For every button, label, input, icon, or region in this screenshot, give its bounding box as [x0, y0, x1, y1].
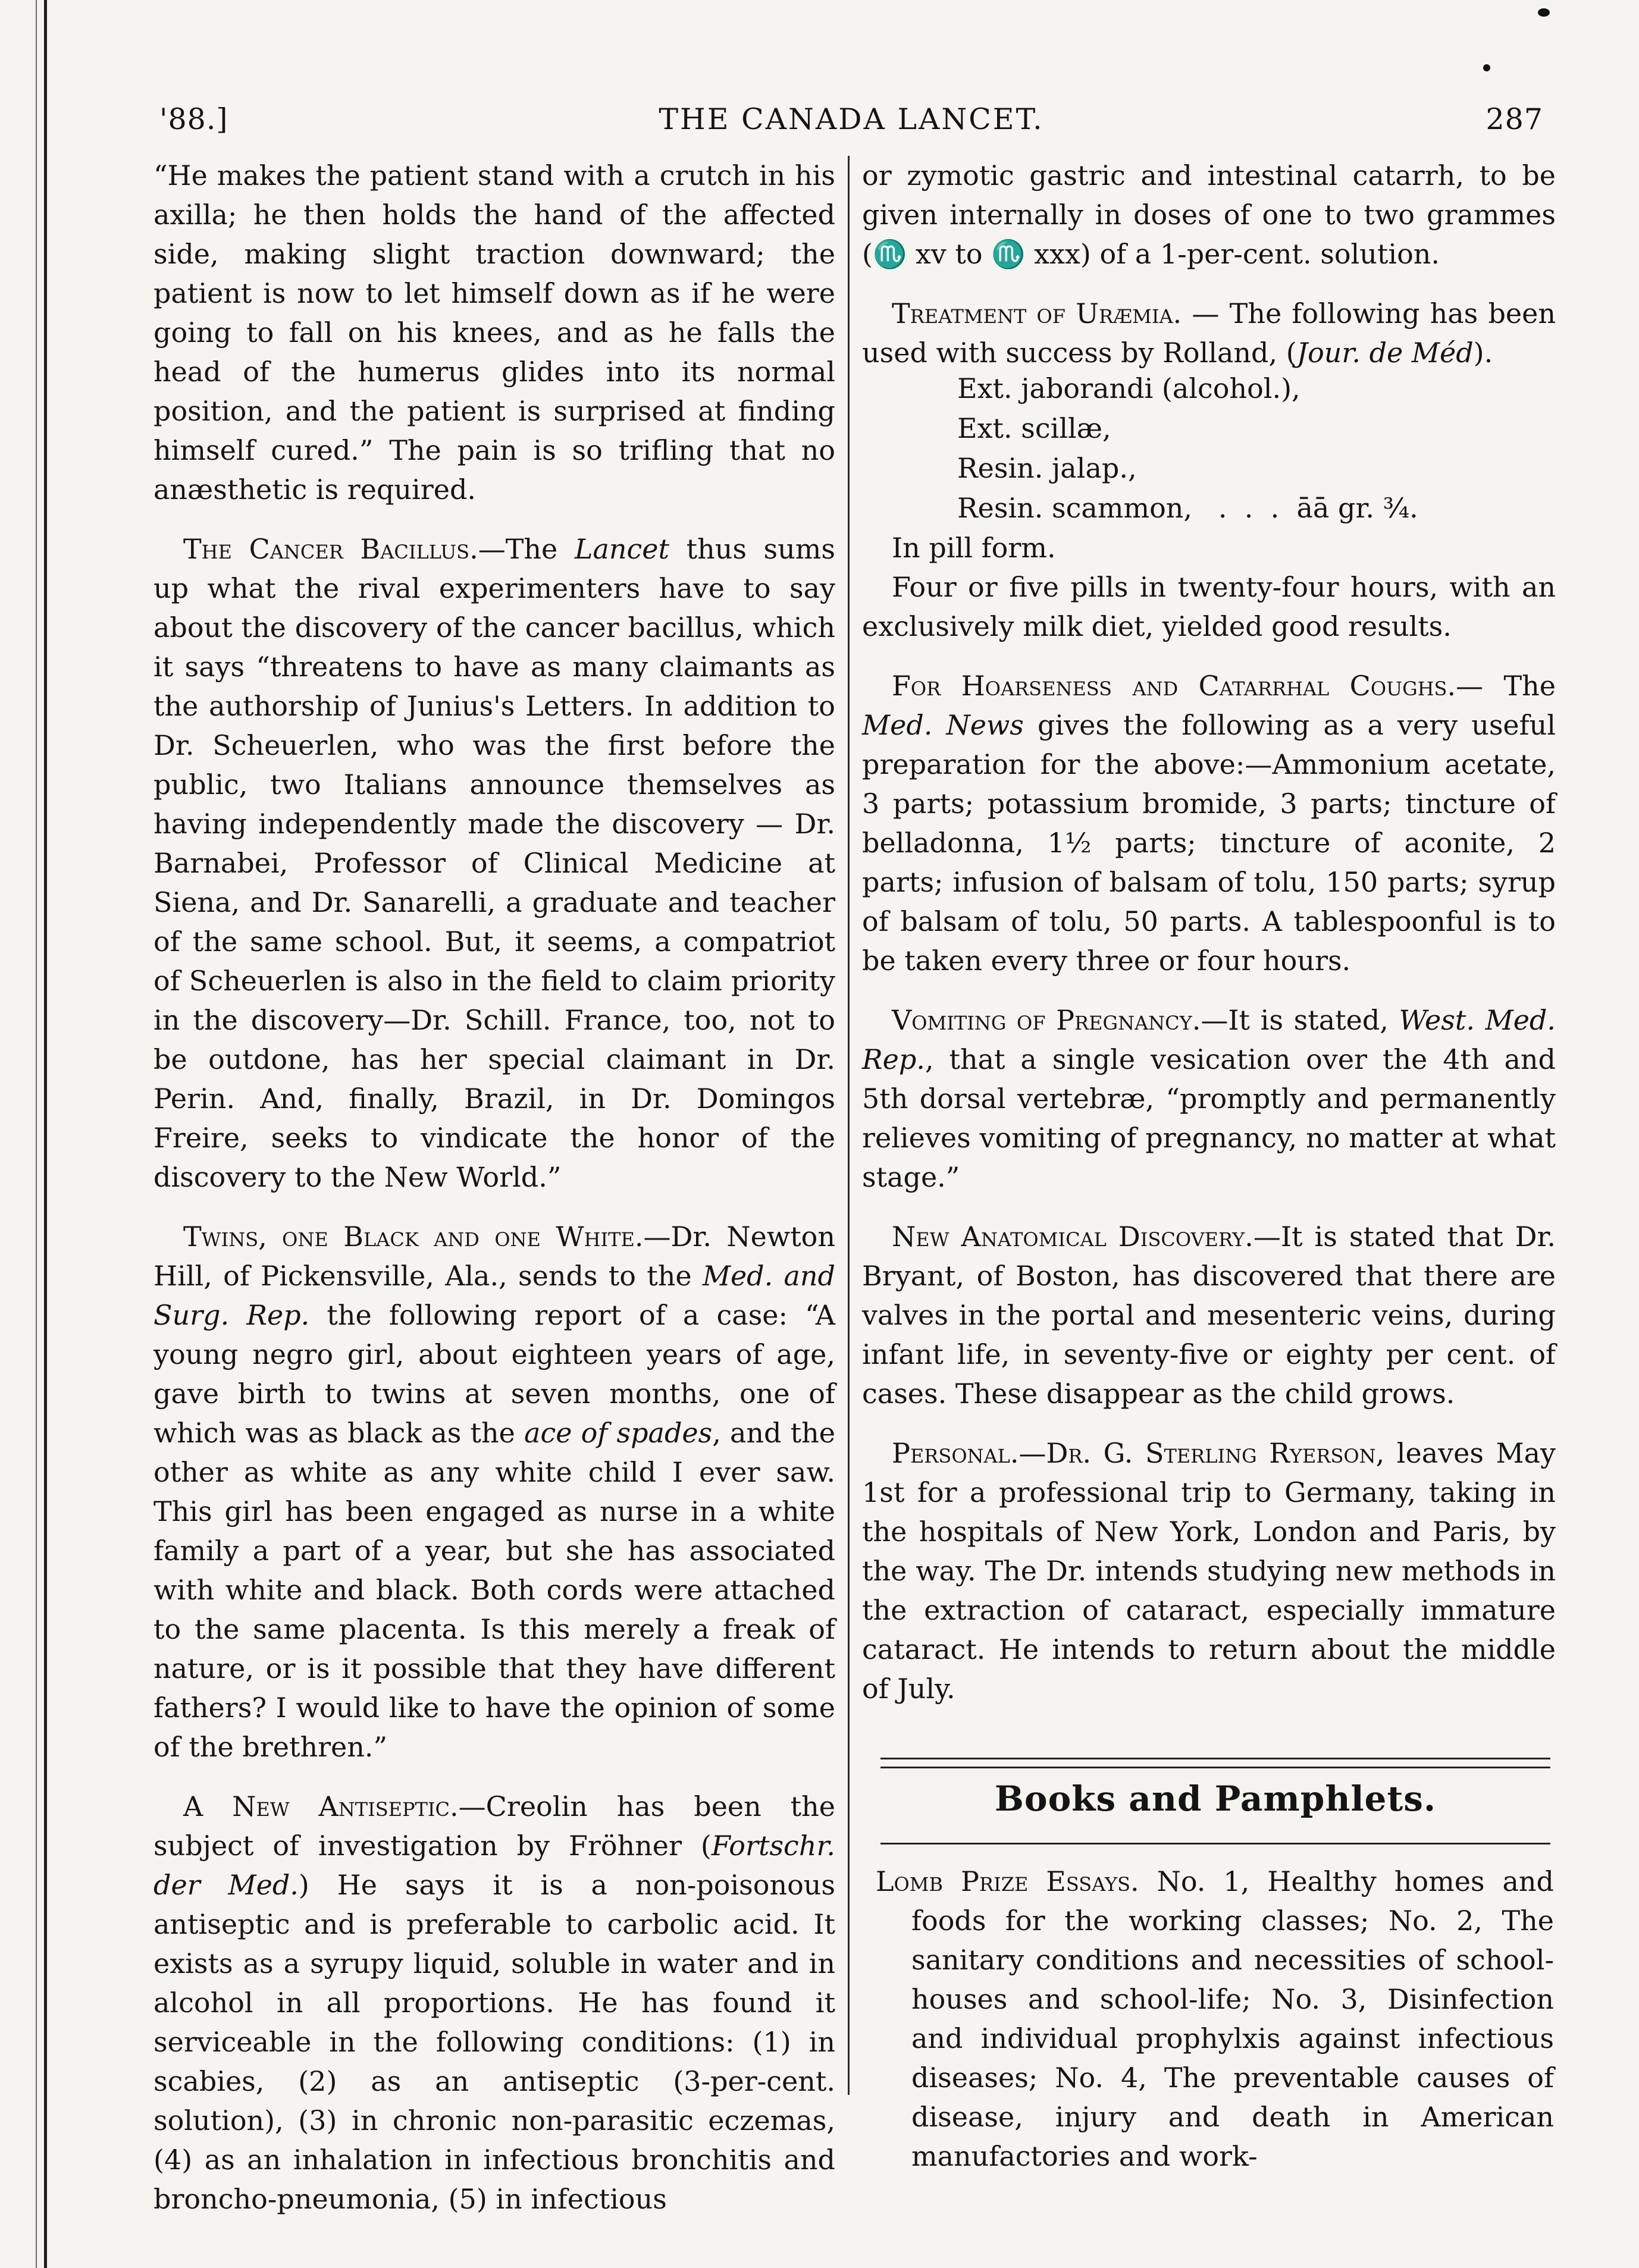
book-entry: [876, 1862, 1554, 2176]
paragraph-uraemia: Treatment of Uræmia. — The following has been used with success by Rolland, (Jour. de Méd).: [862, 297, 1556, 369]
section-heading: New Anatomical Discovery.: [892, 1221, 1253, 1253]
section-double-rule: [880, 1758, 1550, 1768]
left-column: [153, 156, 835, 2239]
paragraph-hoarseness: For Hoarseness and Catarrhal Coughs.— The Med. News gives the following as a very useful preparation for the above:—Ammonium acetate, 3 parts; potassium bromide, 3 parts; tincture of belladonna, 1½ parts; tincture of aconite, 2 parts; infusion of balsam of tolu, 150 parts; syrup of balsam of tolu, 50 parts. A tablespoonful is to be taken every three or four hours.: [862, 670, 1556, 977]
prescription-line: Resin. scammon, . . . āā gr. ¾.: [957, 492, 1418, 524]
section-heading: A New Antiseptic.: [183, 1790, 459, 1822]
prescription-line: Resin. jalap.,: [957, 452, 1137, 484]
section-heading: Treatment of Uræmia.: [892, 297, 1182, 330]
emphasis: ace of spades: [524, 1417, 713, 1449]
journal-name: Jour. de Méd: [1296, 337, 1474, 369]
prescription: [957, 369, 1556, 528]
section-heading: Vomiting of Pregnancy.: [892, 1004, 1201, 1036]
paragraph-personal: Personal.—Dr. G. Sterling Ryerson, leaves May 1st for a professional trip to Germany, taking in the hospitals of New York, London and Paris, by the way. The Dr. intends studying new methods in the extraction of cataract, especially immature cataract. He intends to return about the middle of July.: [862, 1437, 1556, 1705]
column-rule: [848, 156, 850, 2095]
paragraph-cancer-bacillus: The Cancer Bacillus.—The Lancet thus sums up what the rival experimenters have to say about the discovery of the cancer bacillus, which it says “threatens to have as many claimants as the authorship of Junius's Letters. In addition to Dr. Scheuerlen, who was the first before the public, two Italians announce themselves as having independently made the discovery — Dr. Barnabei, Professor of Clinical Medicine at Siena, and Dr. Sanarelli, a graduate and teacher of the same school. But, it seems, a compatriot of Scheuerlen is also in the field to claim priority in the discovery—Dr. Schill. France, too, not to be outdone, has her special claimant in Dr. Perin. And, finally, Brazil, in Dr. Domingos Freire, seeks to vindicate the honor of the discovery to the New World.”: [153, 533, 836, 1193]
right-column: [862, 156, 1556, 1729]
prescription-line: Ext. jaborandi (alcohol.),: [957, 372, 1300, 404]
paragraph-vomiting: Vomiting of Pregnancy.—It is stated, West. Med. Rep., that a single vesication over the 4th and 5th dorsal vertebræ, “promptly and permanently relieves vomiting of pregnancy, no matter at what stage.”: [862, 1004, 1556, 1193]
paragraph-dislocation-quote: “He makes the patient stand with a crutch in his axilla; he then holds the hand of the affected side, making slight traction downward; the patient is now to let himself down as if he were going to fall on his knees, and as he falls the head of the humerus glides into its normal position, and the patient is surprised at finding himself cured.” The pain is so trifling that no anæsthetic is required.: [153, 159, 835, 506]
book-title: Lomb Prize Essays.: [876, 1865, 1139, 1897]
paragraph-continuation: or zymotic gastric and intestinal catarrh, to be given internally in doses of one to two grammes (♏ xv to ♏ xxx) of a 1-per-cent. solution.: [862, 159, 1556, 270]
ink-speck: [1483, 64, 1490, 71]
running-header: [159, 96, 1543, 150]
paragraph-anatomical: New Anatomical Discovery.—It is stated that Dr. Bryant, of Boston, has discovered that there are valves in the portal and mesenteric veins, during infant life, in seventy-five or eighty per cent. of cases. These disappear as the child grows.: [862, 1221, 1556, 1410]
section-heading: The Cancer Bacillus.: [183, 533, 478, 565]
journal-name: Med. and Surg. Rep.: [153, 1260, 836, 1331]
section-rule: [880, 1843, 1550, 1844]
prescription-result: Four or five pills in twenty-four hours, with an exclusively milk diet, yielded good results.: [862, 571, 1556, 642]
section-heading: For Hoarseness and Catarrhal Coughs.: [892, 670, 1456, 702]
binding-edge: [36, 0, 37, 2268]
section-heading: Personal.: [892, 1437, 1019, 1469]
book-description: No. 1, Healthy homes and foods for the working classes; No. 2, The sanitary conditions and necessities of school-houses and school-life; No. 3, Disinfection and individual prophylxis against infectious diseases; No. 4, The preventable causes of disease, injury and death in American manufactories and work-: [911, 1865, 1554, 2172]
section-heading: Twins, one Black and one White.: [183, 1221, 644, 1253]
paragraph-new-antiseptic: A New Antiseptic.—Creolin has been the subject of investigation by Fröhner (Fortschr. der Med.) He says it is a non-poisonous antiseptic and is preferable to carbolic acid. It exists as a syrupy liquid, soluble in water and in alcohol in all proportions. He has found it serviceable in the following conditions: (1) in scabies, (2) as an antiseptic (3-per-cent. solution), (3) in chronic non-parasitic eczemas, (4) as an inhalation in infectious bronchitis and broncho-pneumonia, (5) in infectious: [153, 1790, 836, 2215]
person-name: —Dr. G. Sterling Ryerson,: [1019, 1437, 1385, 1469]
journal-name: West. Med. Rep.: [862, 1004, 1556, 1075]
header-year: '88.]: [159, 102, 228, 136]
prescription-line: Ext. scillæ,: [957, 412, 1111, 444]
journal-title: THE CANADA LANCET.: [659, 102, 1044, 136]
journal-name: Lancet: [574, 533, 669, 565]
books-section-title: Books and Pamphlets.: [994, 1778, 1437, 1819]
paragraph-twins: Twins, one Black and one White.—Dr. Newton Hill, of Pickensville, Ala., sends to the Med. and Surg. Rep. the following report of a case: “A young negro girl, about eighteen years of age, gave birth to twins at seven months, one of which was as black as the ace of spades, and the other as white as any white child I ever saw. This girl has been engaged as nurse in a white family a part of a year, but she has associated with white and black. Both cords were attached to the same placenta. Is this merely a freak of nature, or is it possible that they have different fathers? I would like to have the opinion of some of the brethren.”: [153, 1221, 836, 1763]
prescription-form: In pill form.: [892, 532, 1056, 564]
journal-name: Fortschr. der Med.: [153, 1830, 835, 1901]
binding-edge-dark: [44, 0, 47, 2268]
page-number: 287: [1486, 102, 1543, 136]
journal-name: Med. News: [862, 709, 1024, 741]
ink-speck: [1538, 8, 1550, 17]
